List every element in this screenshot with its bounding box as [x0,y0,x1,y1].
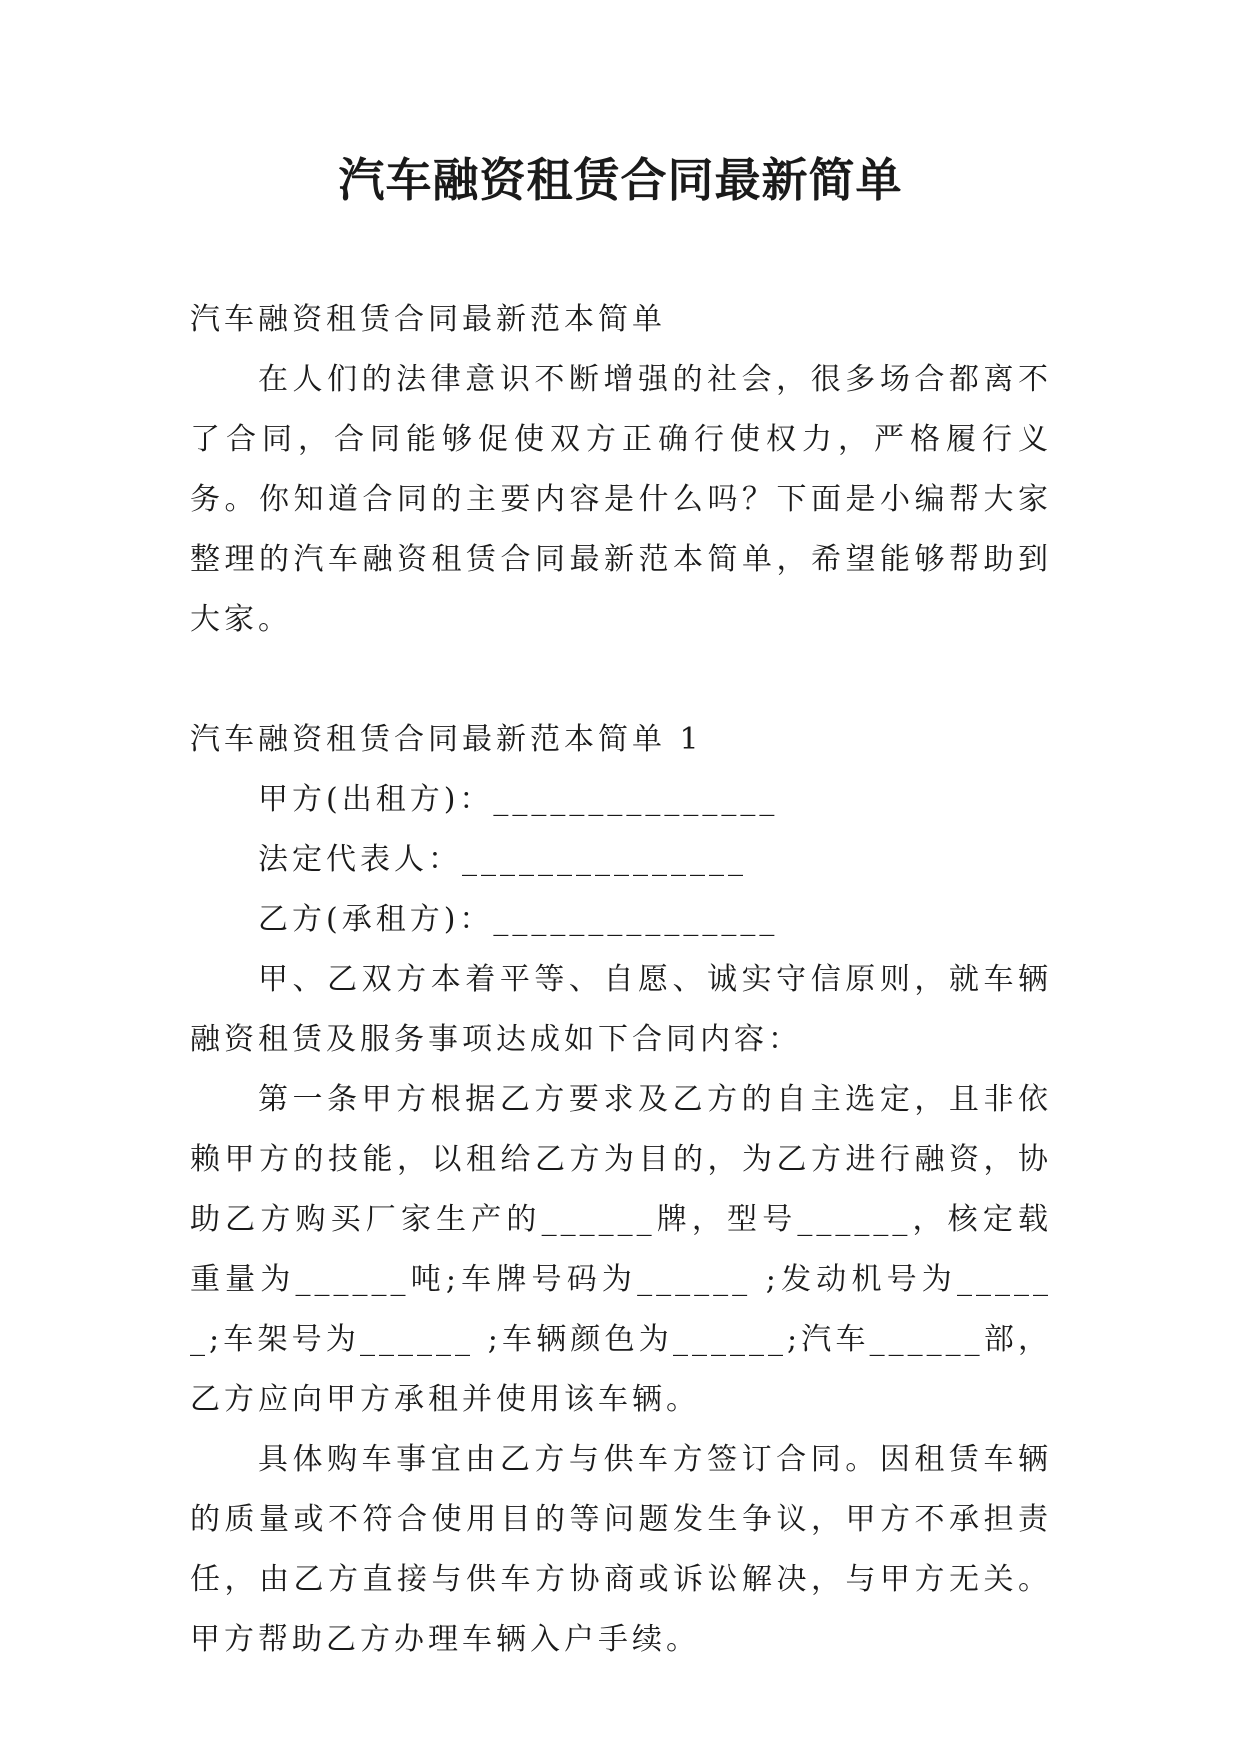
party-b-line: 乙方(承租方)：_______________ [258,902,779,937]
section-heading: 汽车融资租赁合同最新范本简单 1 [190,722,703,757]
agreement-paragraph: 甲、乙双方本着平等、自愿、诚实守信原则，就车辆融资租赁及服务事项达成如下合同内容： [190,962,1052,1057]
document-title: 汽车融资租赁合同最新简单 [338,153,903,207]
subtitle: 汽车融资租赁合同最新范本简单 [190,302,666,337]
document-body [190,290,1052,1670]
paragraph-gap [190,650,1052,710]
article-one-paragraph: 第一条甲方根据乙方要求及乙方的自主选定，且非依赖甲方的技能，以租给乙方为目的，为乙方进行融资，协助乙方购买厂家生产的______牌，型号______，核定载重量为______吨;车牌号码为______ ;发动机号为______;车架号为______ ;车辆颜色为______;汽车______部，乙方应向甲方承租并使用该车辆。 [190,1082,1052,1417]
party-a-line: 甲方(出租方)：_______________ [258,782,779,817]
purchase-paragraph: 具体购车事宜由乙方与供车方签订合同。因租赁车辆的质量或不符合使用目的等问题发生争议，甲方不承担责任，由乙方直接与供车方协商或诉讼解决，与甲方无关。甲方帮助乙方办理车辆入户手续。 [190,1442,1052,1657]
legal-rep-line: 法定代表人：_______________ [258,842,747,877]
intro-paragraph: 在人们的法律意识不断增强的社会，很多场合都离不了合同，合同能够促使双方正确行使权力，严格履行义务。你知道合同的主要内容是什么吗？下面是小编帮大家整理的汽车融资租赁合同最新范本简单，希望能够帮助到大家。 [190,362,1052,637]
